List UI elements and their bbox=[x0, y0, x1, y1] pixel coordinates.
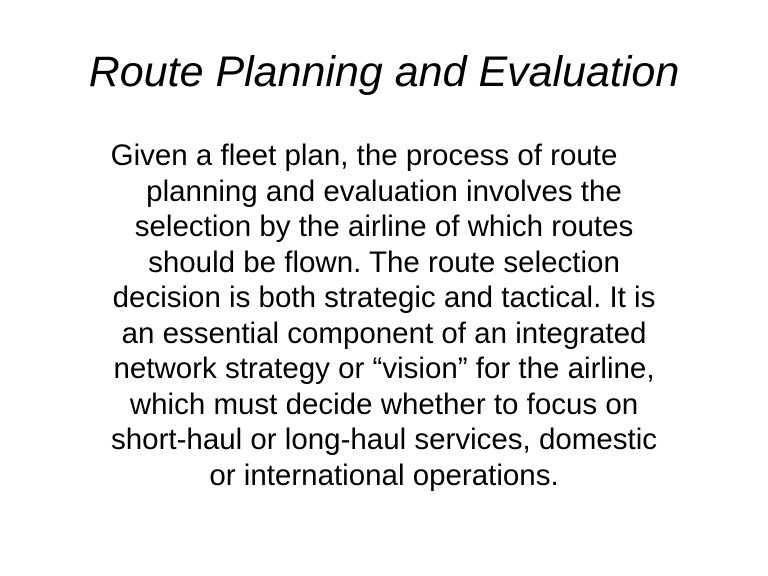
body-line: decision is both strategic and tactical. It is bbox=[112, 281, 656, 314]
body-line: short-haul or long-haul services, domestic bbox=[111, 423, 657, 456]
slide-title: Route Planning and Evaluation bbox=[88, 48, 680, 96]
body-line: or international operations. bbox=[209, 458, 559, 492]
body-line: network strategy or “vision” for the airline, bbox=[113, 352, 655, 385]
body-line: selection by the airline of which routes bbox=[134, 210, 634, 243]
body-line: which must decide whether to focus on bbox=[129, 387, 639, 421]
body-line: Given a fleet plan, the process of route bbox=[110, 139, 618, 172]
body-line: should be flown. The route selection bbox=[148, 245, 620, 279]
body-line: an essential component of an integrated bbox=[121, 316, 647, 350]
slide-body-paragraph bbox=[64, 138, 704, 493]
body-line: planning and evaluation involves the bbox=[146, 174, 622, 208]
